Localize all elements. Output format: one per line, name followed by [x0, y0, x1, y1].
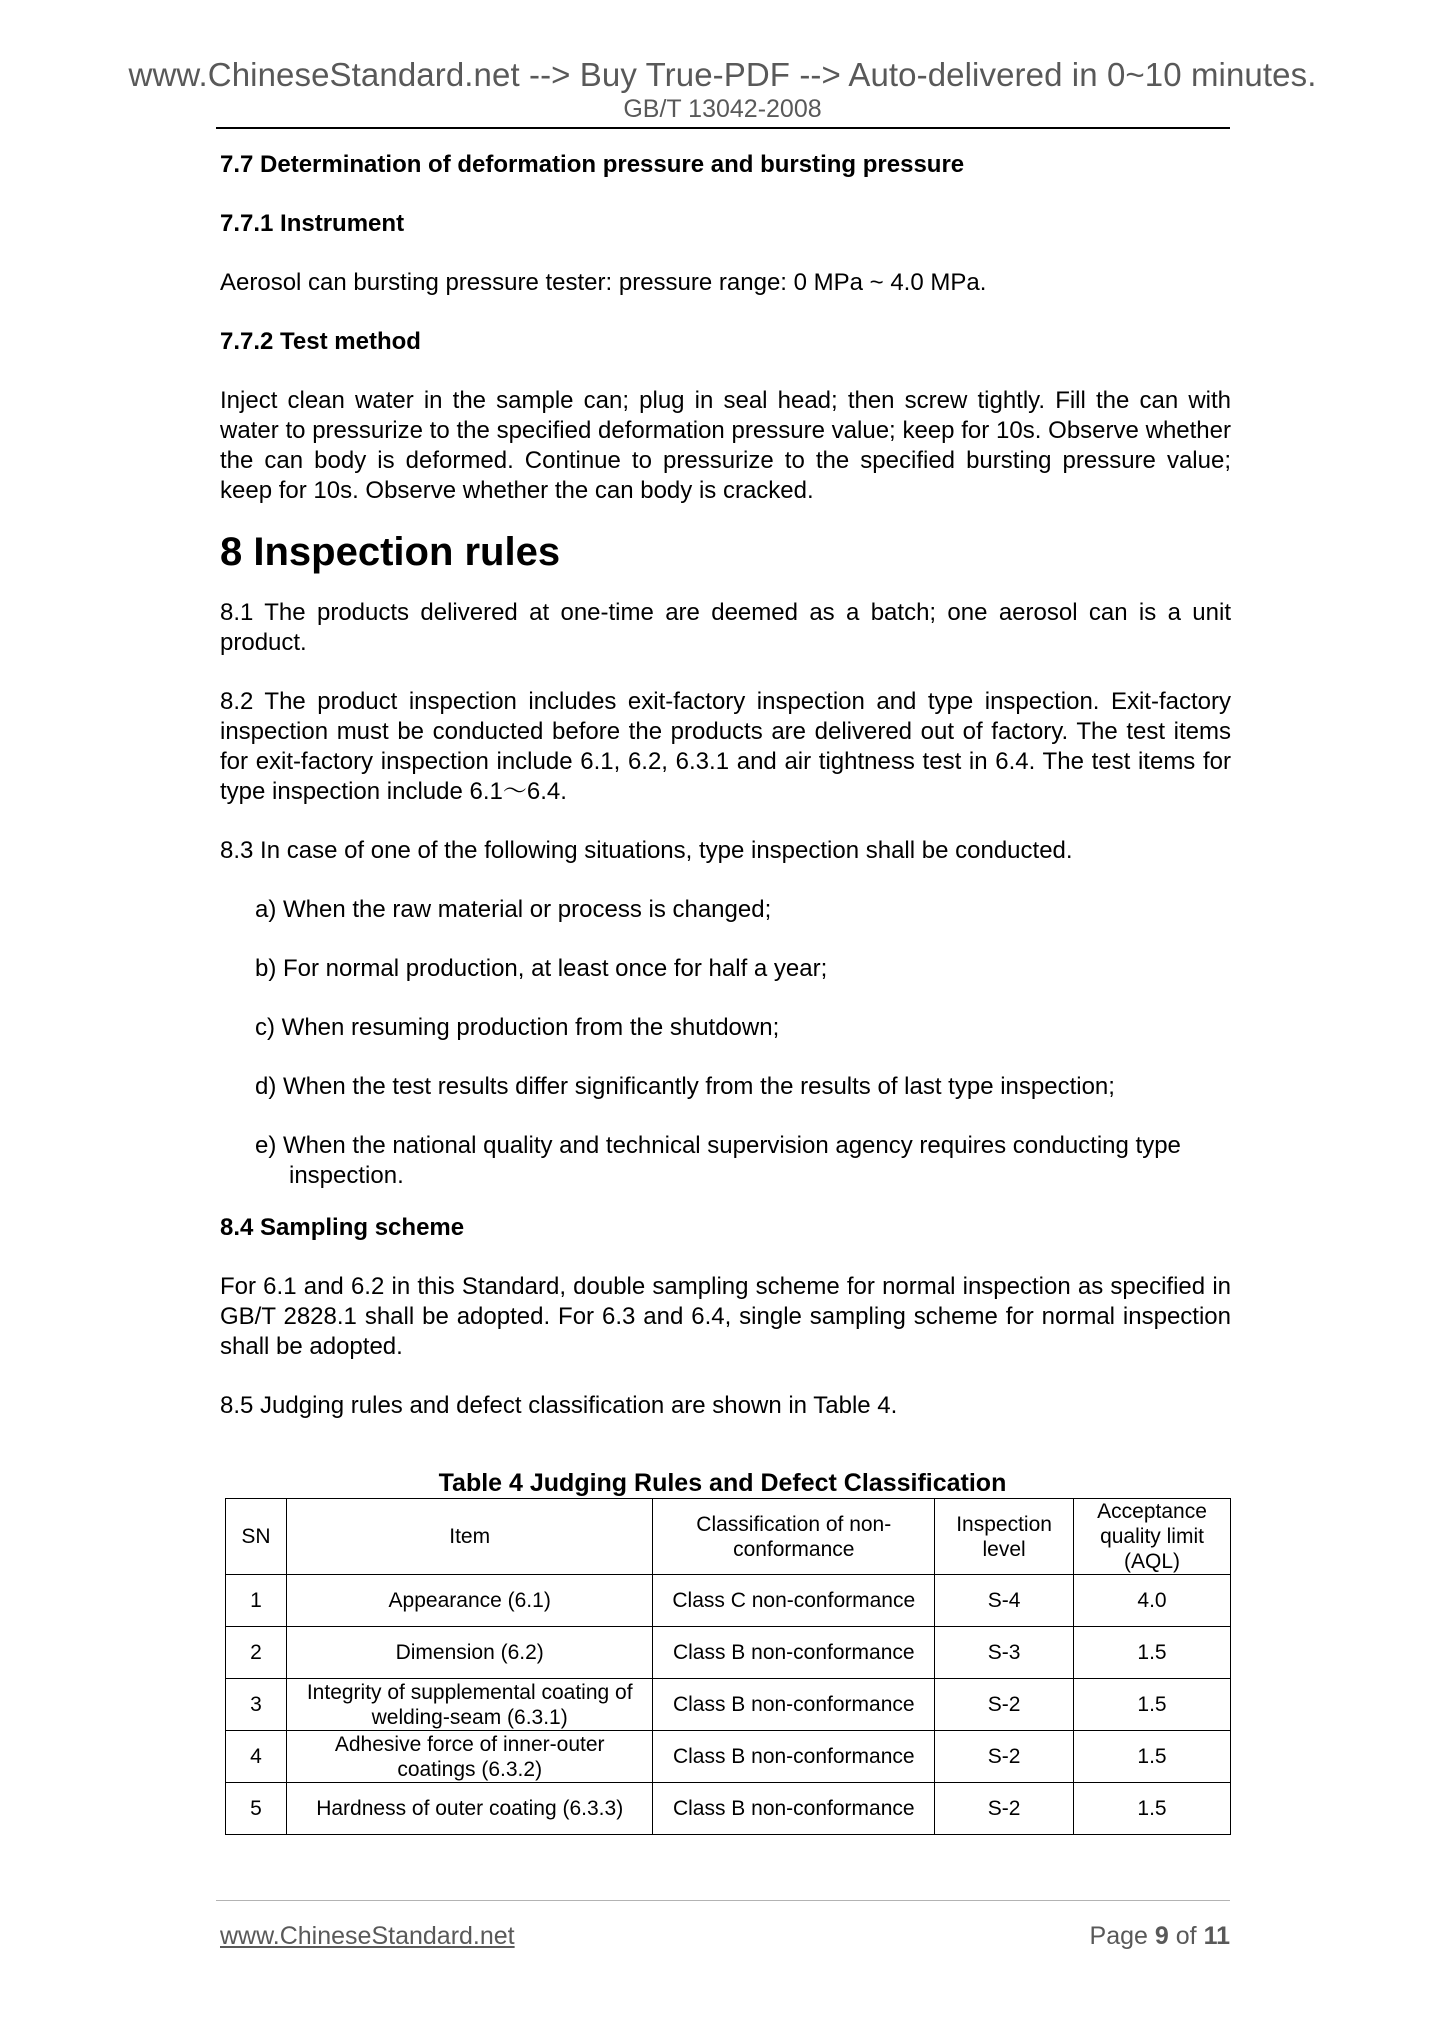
- cell-inspection-level: S-3: [935, 1627, 1074, 1679]
- list-item: [220, 1131, 1231, 1191]
- table-caption: Table 4 Judging Rules and Defect Classification: [438, 1469, 1007, 1497]
- list-item-text: d) When the test results differ significantly from the results of last type inspection;: [255, 1073, 1115, 1100]
- table-row: [226, 1783, 1231, 1835]
- page-indicator: [1090, 1922, 1230, 1951]
- table-row: [226, 1575, 1231, 1627]
- footer-divider: [216, 1900, 1230, 1901]
- table-row: [226, 1627, 1231, 1679]
- standard-number: GB/T 13042-2008: [623, 95, 822, 123]
- clause-8-2: 8.2 The product inspection includes exit-factory inspection and type inspection. Exit-factory inspection must be conducted before the products are delivered out of factory. The test items for exit-factory inspection include 6.1, 6.2, 6.3.1 and air tightness test in 6.4. The test items for type inspection include 6.1～6.4.: [220, 688, 1231, 805]
- cell-item: Dimension (6.2): [286, 1627, 652, 1679]
- cell-item: Integrity of supplemental coating of welding-seam (6.3.1): [286, 1679, 652, 1731]
- cell-classification: Class C non-conformance: [653, 1575, 935, 1627]
- list-item-text: a) When the raw material or process is changed;: [255, 896, 772, 923]
- section-7-7-1-text: Aerosol can bursting pressure tester: pressure range: 0 MPa ~ 4.0 MPa.: [220, 269, 987, 296]
- cell-aql: 1.5: [1074, 1679, 1231, 1731]
- section-7-7-1-title: 7.7.1 Instrument: [220, 210, 405, 237]
- cell-inspection-level: S-2: [935, 1679, 1074, 1731]
- cell-item: Appearance (6.1): [286, 1575, 652, 1627]
- header-inspection-level: Inspection level: [935, 1499, 1074, 1575]
- list-item-text: c) When resuming production from the shutdown;: [255, 1014, 780, 1041]
- page-current: 9: [1154, 1922, 1169, 1950]
- list-item-text: b) For normal production, at least once for half a year;: [255, 955, 828, 982]
- header-banner[interactable]: www.ChineseStandard.net --> Buy True-PDF --> Auto-delivered in 0~10 minutes.: [128, 56, 1317, 93]
- cell-inspection-level: S-2: [935, 1783, 1074, 1835]
- list-item: [220, 895, 1231, 925]
- judging-rules-table: [225, 1498, 1231, 1835]
- table-row: [226, 1679, 1231, 1731]
- cell-inspection-level: S-2: [935, 1731, 1074, 1783]
- clause-8-3: 8.3 In case of one of the following situations, type inspection shall be conducted.: [220, 837, 1073, 864]
- section-7-7-2-text: Inject clean water in the sample can; plug in seal head; then screw tightly. Fill the can with water to pressurize to the specified deformation pressure value; keep for 10s. Observe whether the can body is deformed. Continue to pressurize to the specified bursting pressure value; keep for 10s. Observe whether the can body is cracked.: [220, 387, 1231, 504]
- cell-sn: 2: [226, 1627, 287, 1679]
- cell-aql: 4.0: [1074, 1575, 1231, 1627]
- page-of-label: of: [1175, 1922, 1197, 1950]
- clause-8-4-text: For 6.1 and 6.2 in this Standard, double sampling scheme for normal inspection as specified in GB/T 2828.1 shall be adopted. For 6.3 and 6.4, single sampling scheme for normal inspection shall be adopted.: [220, 1273, 1231, 1360]
- header-aql: Acceptance quality limit (AQL): [1074, 1499, 1231, 1575]
- document-body: [220, 150, 1231, 1421]
- cell-sn: 3: [226, 1679, 287, 1731]
- page-total: 11: [1203, 1922, 1230, 1950]
- cell-classification: Class B non-conformance: [653, 1731, 935, 1783]
- cell-aql: 1.5: [1074, 1627, 1231, 1679]
- cell-item: Adhesive force of inner-outer coatings (6.3.2): [286, 1731, 652, 1783]
- cell-aql: 1.5: [1074, 1783, 1231, 1835]
- page-label: Page: [1089, 1922, 1148, 1950]
- section-7-7-2-title: 7.7.2 Test method: [220, 328, 421, 355]
- cell-classification: Class B non-conformance: [653, 1783, 935, 1835]
- cell-sn: 5: [226, 1783, 287, 1835]
- header-sn: SN: [226, 1499, 287, 1575]
- header-divider: [216, 127, 1230, 129]
- cell-item: Hardness of outer coating (6.3.3): [286, 1783, 652, 1835]
- section-8-4-title: 8.4 Sampling scheme: [220, 1214, 465, 1241]
- cell-classification: Class B non-conformance: [653, 1627, 935, 1679]
- cell-aql: 1.5: [1074, 1731, 1231, 1783]
- cell-sn: 1: [226, 1575, 287, 1627]
- header-classification: Classification of non-conformance: [653, 1499, 935, 1575]
- header-item: Item: [286, 1499, 652, 1575]
- list-item-text: e) When the national quality and technical supervision agency requires conducting type inspection.: [255, 1132, 1181, 1189]
- cell-inspection-level: S-4: [935, 1575, 1074, 1627]
- cell-sn: 4: [226, 1731, 287, 1783]
- list-item: [220, 1013, 1231, 1043]
- footer-website-link[interactable]: www.ChineseStandard.net: [220, 1922, 515, 1950]
- list-item: [220, 1072, 1231, 1102]
- clause-8-1: 8.1 The products delivered at one-time are deemed as a batch; one aerosol can is a unit product.: [220, 599, 1231, 656]
- cell-classification: Class B non-conformance: [653, 1679, 935, 1731]
- list-item: [220, 954, 1231, 984]
- table-row: [226, 1731, 1231, 1783]
- clause-8-5: 8.5 Judging rules and defect classification are shown in Table 4.: [220, 1392, 898, 1419]
- section-8-title: 8 Inspection rules: [220, 530, 561, 574]
- table-header-row: [226, 1499, 1231, 1575]
- section-7-7-title: 7.7 Determination of deformation pressure and bursting pressure: [220, 151, 965, 178]
